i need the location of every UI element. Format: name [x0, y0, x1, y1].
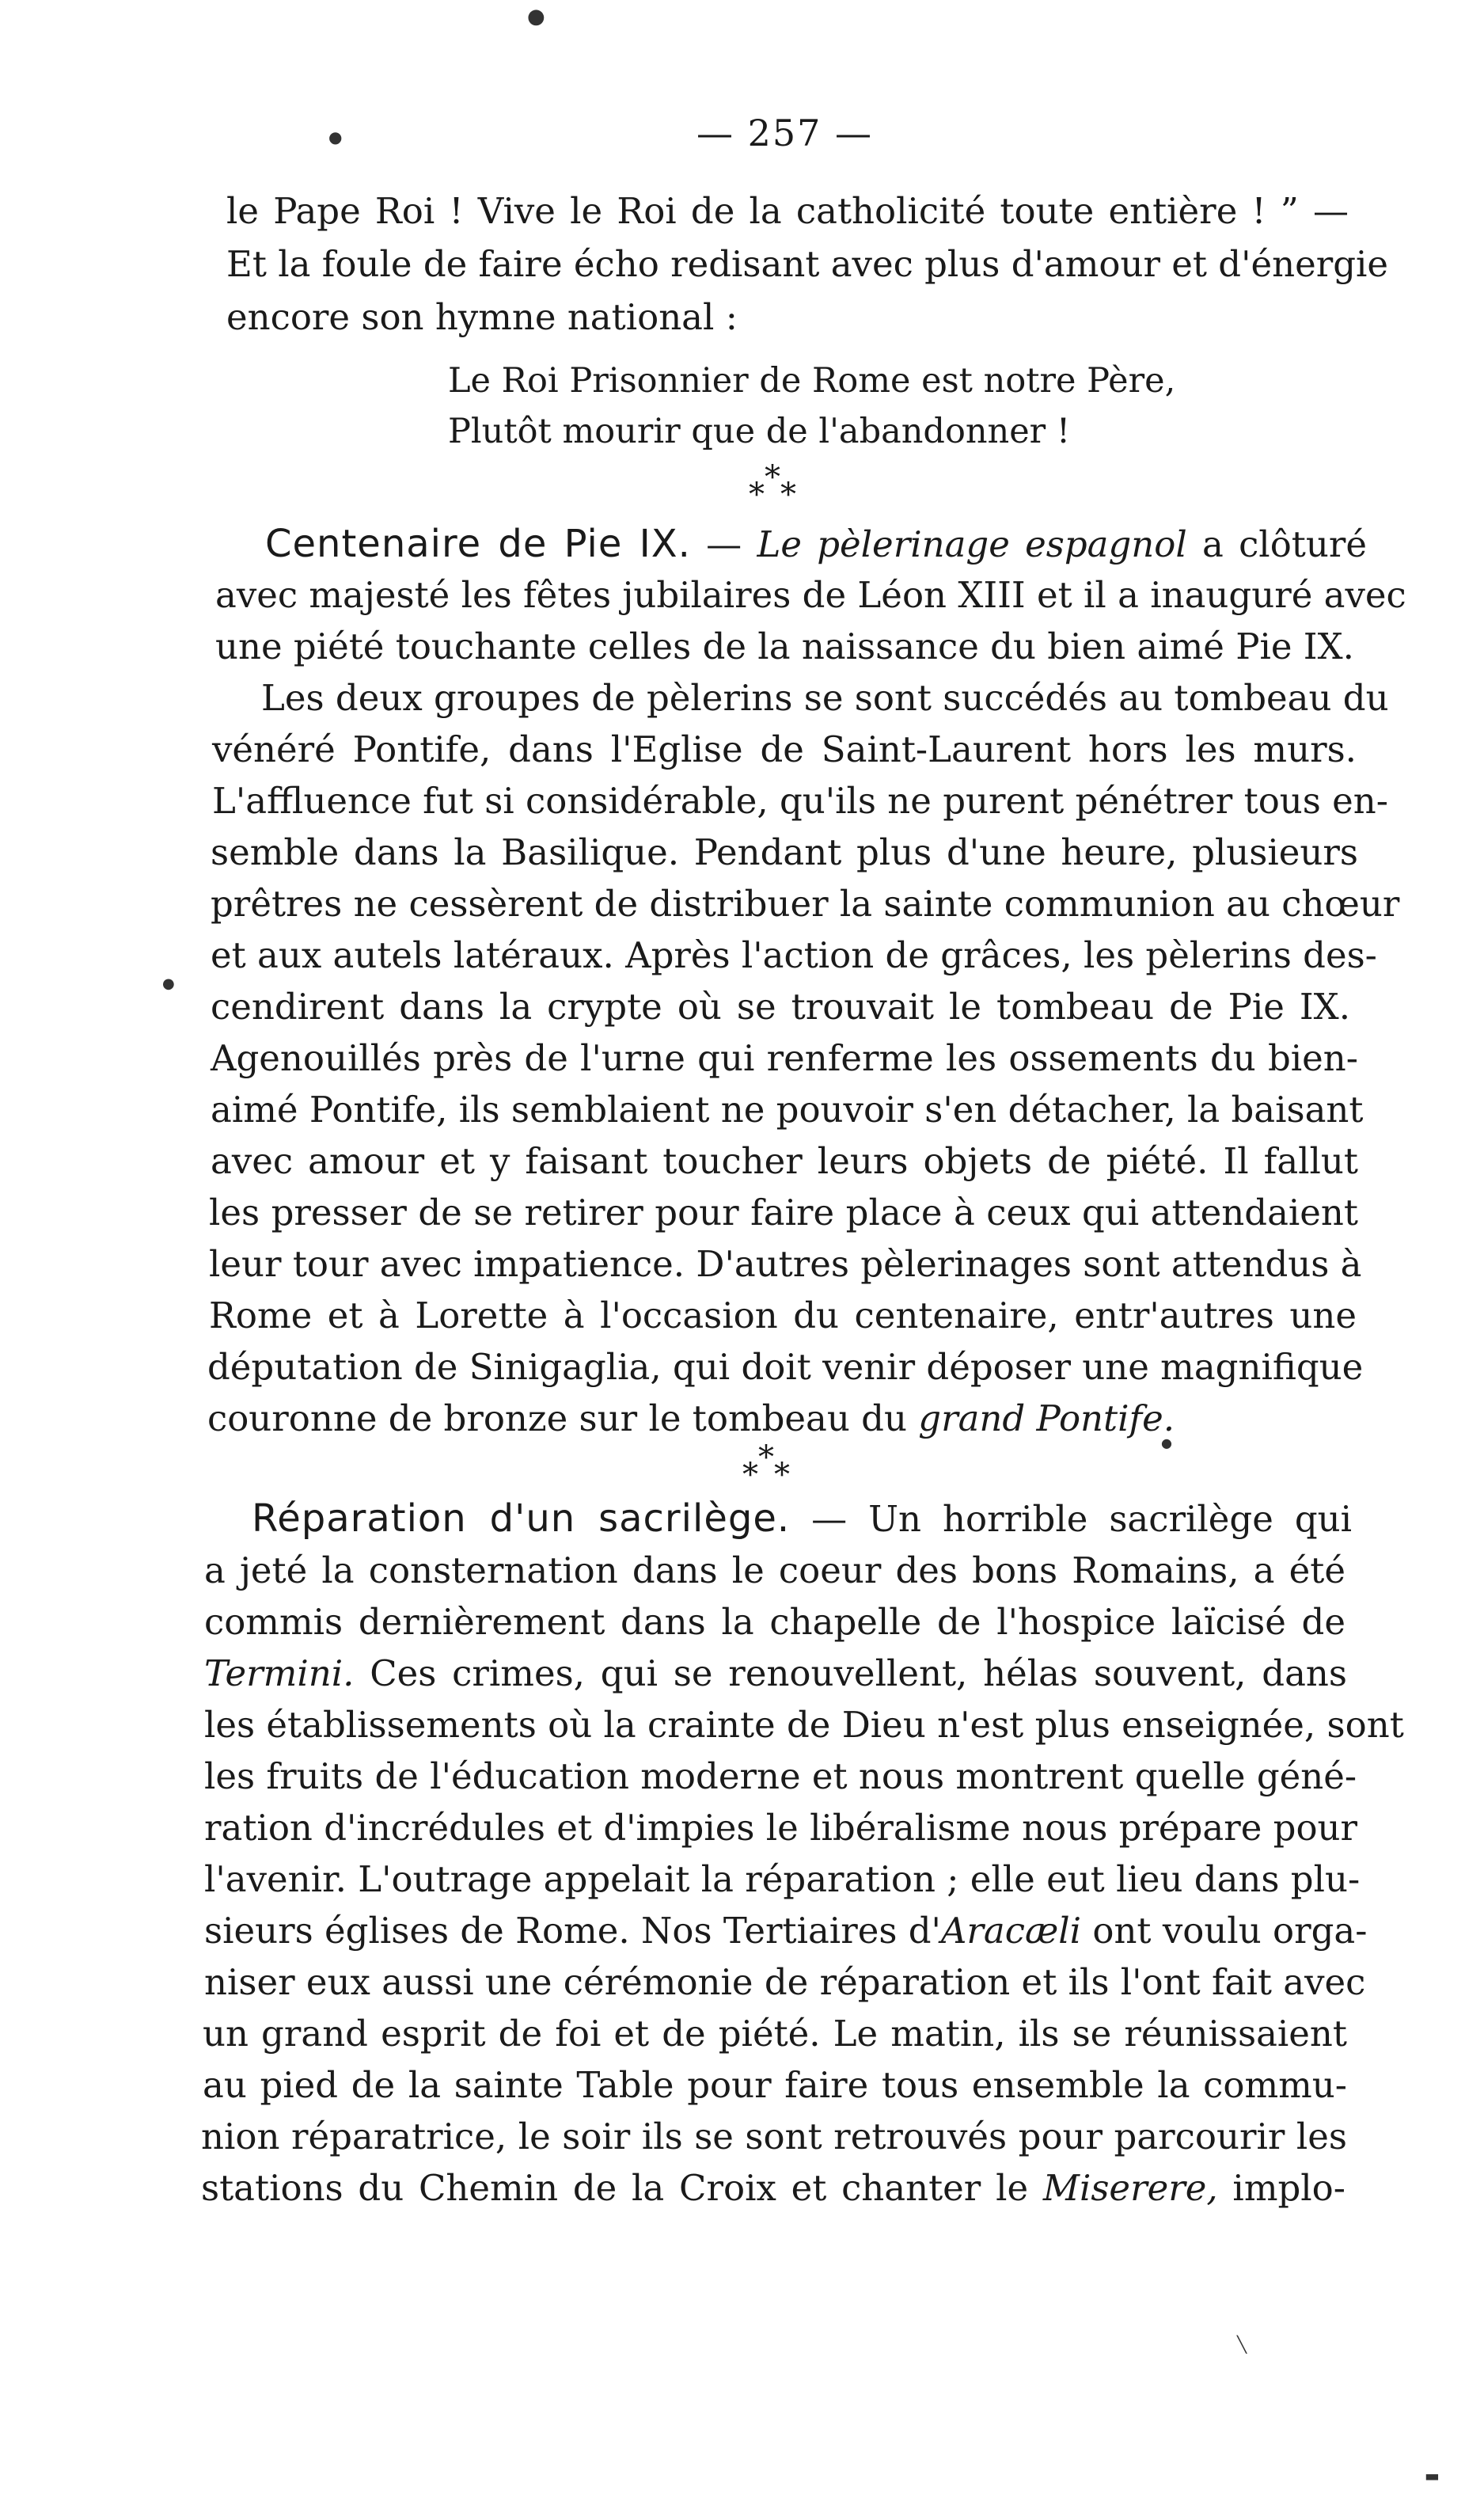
heading-dash: —: [790, 1498, 869, 1540]
text-line: commis dernièrement dans la chapelle de l'hospice laïcisé de: [204, 1601, 1345, 1643]
text-fragment: ont voulu orga-: [1081, 1910, 1368, 1952]
text-line: un grand esprit de foi et de piété. Le matin, ils se réunissaient: [203, 2013, 1347, 2055]
text-fragment: sieurs églises de Rome. Nos Tertiaires d': [204, 1910, 941, 1952]
page-number: — 257 —: [696, 112, 874, 154]
text-line: L'affluence fut si considérable, qu'ils ne purent pénétrer tous en-: [212, 780, 1388, 822]
heading-dash: —: [690, 523, 757, 565]
text-line: leur tour avec impatience. D'autres pèlerinages sont attendus à: [209, 1243, 1362, 1285]
text-line: encore son hymne national :: [226, 296, 738, 338]
asterism-star: *: [774, 1457, 790, 1493]
text-italic: grand Pontife.: [918, 1397, 1175, 1439]
text-line: le Pape Roi ! Vive le Roi de la catholicité toute entière ! ” —: [226, 190, 1349, 232]
scan-speck: ▬: [1425, 2466, 1440, 2485]
asterism-star: *: [742, 1457, 758, 1493]
asterism-star: *: [780, 477, 796, 513]
text-line: a jeté la consternation dans le coeur des bons Romains, a été: [204, 1549, 1345, 1591]
text-line: les établissements où la crainte de Dieu n'est plus enseignée, sont: [204, 1704, 1404, 1746]
text-italic: Aracæli: [940, 1910, 1082, 1952]
asterism-star: *: [758, 1439, 774, 1476]
scan-speck: ●: [527, 5, 545, 29]
section-title-centenaire: Centenaire de Pie IX.: [265, 522, 691, 566]
text-line: cendirent dans la crypte où se trouvait le tombeau de Pie IX.: [211, 986, 1350, 1028]
text-line: ration d'incrédules et d'impies le libéralisme nous prépare pour: [204, 1807, 1358, 1849]
text-line: Rome et à Lorette à l'occasion du centenaire, entr'autres une: [209, 1294, 1357, 1336]
text-line: [207, 1393, 1220, 1444]
text-line: [204, 1906, 1368, 1956]
text-line: une piété touchante celles de la naissance du bien aimé Pie IX.: [215, 625, 1354, 667]
text-fragment: implo-: [1217, 2167, 1345, 2209]
text-line: avec majesté les fêtes jubilaires de Léon XIII et il a inauguré avec: [215, 574, 1406, 616]
scan-speck: ╲: [1237, 2335, 1247, 2354]
section-heading-line: [265, 519, 1367, 569]
text-line: Et la foule de faire écho redisant avec plus d'amour et d'énergie: [226, 243, 1389, 285]
asterism-separator: [744, 459, 839, 521]
text-line: vénéré Pontife, dans l'Eglise de Saint-Laurent hors les murs.: [212, 728, 1357, 770]
section-title-reparation: Réparation d'un sacrilège.: [252, 1496, 791, 1541]
text-line: Les deux groupes de pèlerins se sont succédés au tombeau du: [261, 677, 1389, 719]
text-line: [204, 1648, 1347, 1699]
text-fragment: couronne de bronze sur le tombeau du: [207, 1397, 919, 1439]
text-line: avec amour et y faisant toucher leurs objets de piété. Il fallut: [211, 1140, 1358, 1182]
text-line: semble dans la Basilique. Pendant plus d'une heure, plusieurs: [211, 831, 1358, 873]
text-line: députation de Sinigaglia, qui doit venir déposer une magnifique: [207, 1346, 1364, 1388]
lead-rest: a clôturé: [1186, 523, 1368, 565]
text-italic: Termini.: [204, 1652, 355, 1694]
text-line: l'avenir. L'outrage appelait la réparation ; elle eut lieu dans plu-: [204, 1858, 1361, 1900]
text-line: les fruits de l'éducation moderne et nous montrent quelle géné-: [204, 1755, 1357, 1797]
text-line: nion réparatrice, le soir ils se sont retrouvés pour parcourir les: [201, 2116, 1347, 2157]
scan-speck: ●: [328, 127, 343, 146]
lead-text: Un horrible sacrilège qui: [868, 1498, 1353, 1540]
lead-italic: Le pèlerinage espagnol: [757, 523, 1187, 565]
text-italic: Miserere,: [1042, 2167, 1218, 2209]
text-line: Agenouillés près de l'urne qui renferme les ossements du bien-: [211, 1037, 1358, 1079]
asterism-star: *: [765, 459, 780, 496]
verse-line: Plutôt mourir que de l'abandonner !: [448, 412, 1071, 451]
section-heading-line: [252, 1493, 1352, 1544]
scan-speck: ●: [162, 975, 175, 992]
text-line: aimé Pontife, ils semblaient ne pouvoir s'en détacher, la baisant: [211, 1089, 1364, 1131]
asterism-star: *: [749, 477, 765, 513]
scan-speck: ●: [1161, 1435, 1172, 1450]
text-fragment: stations du Chemin de la Croix et chanter le: [201, 2167, 1043, 2209]
text-line: les presser de se retirer pour faire place à ceux qui attendaient: [209, 1192, 1358, 1234]
text-line: et aux autels latéraux. Après l'action de grâces, les pèlerins des-: [211, 934, 1377, 976]
text-line: prêtres ne cessèrent de distribuer la sainte communion au chœur: [211, 883, 1400, 925]
text-line: au pied de la sainte Table pour faire tous ensemble la commu-: [203, 2064, 1347, 2106]
text-fragment: Ces crimes, qui se renouvellent, hélas souvent, dans: [354, 1652, 1347, 1694]
text-line: [201, 2163, 1345, 2214]
verse-line: Le Roi Prisonnier de Rome est notre Père,: [448, 361, 1176, 401]
text-line: niser eux aussi une cérémonie de réparation et ils l'ont fait avec: [204, 1961, 1366, 2003]
